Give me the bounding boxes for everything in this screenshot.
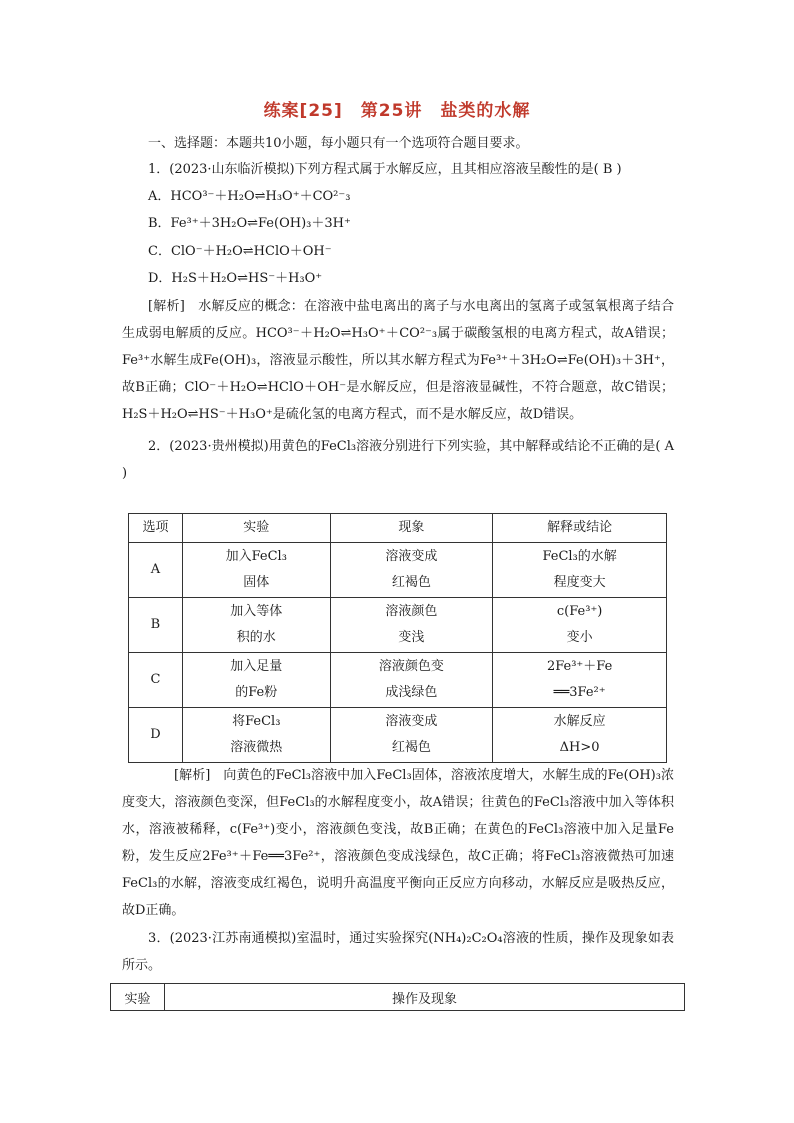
cell-line: 2Fe³⁺＋Fe bbox=[546, 659, 613, 674]
cell-line: ══3Fe²⁺ bbox=[553, 685, 606, 700]
header-conclusion: 解释或结论 bbox=[493, 514, 667, 543]
table-header-row bbox=[111, 984, 685, 1011]
table-row bbox=[129, 598, 667, 653]
cell-line: 变小 bbox=[566, 630, 593, 645]
row-option: A bbox=[129, 543, 183, 598]
cell-line: 加入等体 bbox=[230, 604, 283, 619]
row-phenomenon bbox=[330, 543, 493, 598]
row-option: B bbox=[129, 598, 183, 653]
question-1-option-b: B．Fe³⁺＋3H₂O⇌Fe(OH)₃＋3H⁺ bbox=[148, 216, 351, 231]
header-phenomenon: 现象 bbox=[330, 514, 493, 543]
cell-line: 加入足量 bbox=[230, 659, 283, 674]
header-experiment: 实验 bbox=[182, 514, 330, 543]
cell-line: 积的水 bbox=[236, 630, 276, 645]
cell-line: 固体 bbox=[243, 575, 270, 590]
row-experiment bbox=[182, 653, 330, 708]
cell-line: ΔH>0 bbox=[559, 740, 600, 755]
cell-line: 水解反应 bbox=[553, 714, 606, 729]
cell-line: FeCl₃的水解 bbox=[542, 549, 617, 564]
cell-line: 溶液变成 bbox=[385, 714, 438, 729]
cell-line: 的Fe粉 bbox=[235, 685, 278, 700]
cell-line: 红褐色 bbox=[391, 575, 431, 590]
row-conclusion bbox=[493, 653, 667, 708]
title-part-3: 盐类的水解 bbox=[440, 101, 531, 121]
cell-line: 程度变大 bbox=[553, 575, 606, 590]
row-experiment bbox=[182, 708, 330, 763]
question-2-table bbox=[128, 513, 667, 763]
cell-line: c(Fe³⁺) bbox=[556, 604, 603, 619]
page-title bbox=[0, 96, 794, 121]
title-part-1: 练案[25] bbox=[263, 101, 343, 121]
cell-line: 将FeCl₃ bbox=[232, 714, 281, 729]
row-experiment bbox=[182, 543, 330, 598]
header-experiment: 实验 bbox=[111, 984, 165, 1011]
cell-line: 溶液颜色变 bbox=[378, 659, 444, 674]
cell-line: 变浅 bbox=[398, 630, 425, 645]
row-conclusion bbox=[493, 543, 667, 598]
row-option: D bbox=[129, 708, 183, 763]
row-phenomenon bbox=[330, 708, 493, 763]
cell-line: 加入FeCl₃ bbox=[225, 549, 287, 564]
cell-line: 红褐色 bbox=[391, 740, 431, 755]
row-experiment bbox=[182, 598, 330, 653]
table-row bbox=[129, 543, 667, 598]
table-row bbox=[129, 708, 667, 763]
question-2-stem: 2．(2023·贵州模拟)用黄色的FeCl₃溶液分别进行下列实验，其中解释或结论不正确的是( A ) bbox=[122, 439, 674, 481]
question-3-stem: 3．(2023·江苏南通模拟)室温时，通过实验探究(NH₄)₂C₂O₄溶液的性质，操作及现象如表所示。 bbox=[122, 931, 674, 973]
row-conclusion bbox=[493, 708, 667, 763]
cell-line: 溶液颜色 bbox=[385, 604, 438, 619]
question-1-option-d: D．H₂S＋H₂O⇌HS⁻＋H₃O⁺ bbox=[148, 271, 323, 286]
row-phenomenon bbox=[330, 653, 493, 708]
cell-line: 成浅绿色 bbox=[385, 685, 438, 700]
question-1-option-c: C．ClO⁻＋H₂O⇌HClO＋OH⁻ bbox=[148, 244, 332, 259]
question-1-option-a: A．HCO³⁻＋H₂O⇌H₃O⁺＋CO²⁻₃ bbox=[148, 189, 351, 204]
table-header-row bbox=[129, 514, 667, 543]
header-option: 选项 bbox=[129, 514, 183, 543]
question-2-analysis: [解析] 向黄色的FeCl₃溶液中加入FeCl₃固体，溶液浓度增大，水解生成的Fe(OH)₃浓度变大，溶液颜色变深，但FeCl₃的水解程度变小，故A错误；往黄色的FeCl₃溶液中加入等体积水，溶液被稀释，c(Fe³⁺)变小，溶液颜色变浅，故B正确；在黄色的FeCl₃溶液中加入足量Fe粉，发生反应2Fe³⁺＋Fe══3Fe²⁺，溶液颜色变成浅绿色，故C正确；将FeCl₃溶液微热可加速FeCl₃的水解，溶液变成红褐色，说明升高温度平衡向正反应方向移动，水解反应是吸热反应，故D正确。 bbox=[122, 768, 674, 918]
question-3-table bbox=[110, 983, 685, 1011]
question-1-analysis: [解析] 水解反应的概念：在溶液中盐电离出的离子与水电离出的氢离子或氢氧根离子结合生成弱电解质的反应。HCO³⁻＋H₂O⇌H₃O⁺＋CO²⁻₃属于碳酸氢根的电离方程式，故A错误；Fe³⁺水解生成Fe(OH)₃，溶液显示酸性，所以其水解方程式为Fe³⁺＋3H₂O⇌Fe(OH)₃＋3H⁺，故B正确；ClO⁻＋H₂O⇌HClO＋OH⁻是水解反应，但是溶液显碱性，不符合题意，故C错误；H₂S＋H₂O⇌HS⁻＋H₃O⁺是硫化氢的电离方程式，而不是水解反应，故D错误。 bbox=[122, 299, 674, 422]
cell-line: 溶液微热 bbox=[230, 740, 283, 755]
question-1-stem: 1．(2023·山东临沂模拟)下列方程式属于水解反应，且其相应溶液呈酸性的是( B ) bbox=[148, 162, 622, 177]
row-option: C bbox=[129, 653, 183, 708]
section-header: 一、选择题：本题共10小题，每小题只有一个选项符合题目要求。 bbox=[148, 136, 529, 151]
cell-line: 溶液变成 bbox=[385, 549, 438, 564]
table-row bbox=[129, 653, 667, 708]
header-operation: 操作及现象 bbox=[165, 984, 685, 1011]
title-part-2: 第25讲 bbox=[360, 101, 423, 121]
row-phenomenon bbox=[330, 598, 493, 653]
row-conclusion bbox=[493, 598, 667, 653]
